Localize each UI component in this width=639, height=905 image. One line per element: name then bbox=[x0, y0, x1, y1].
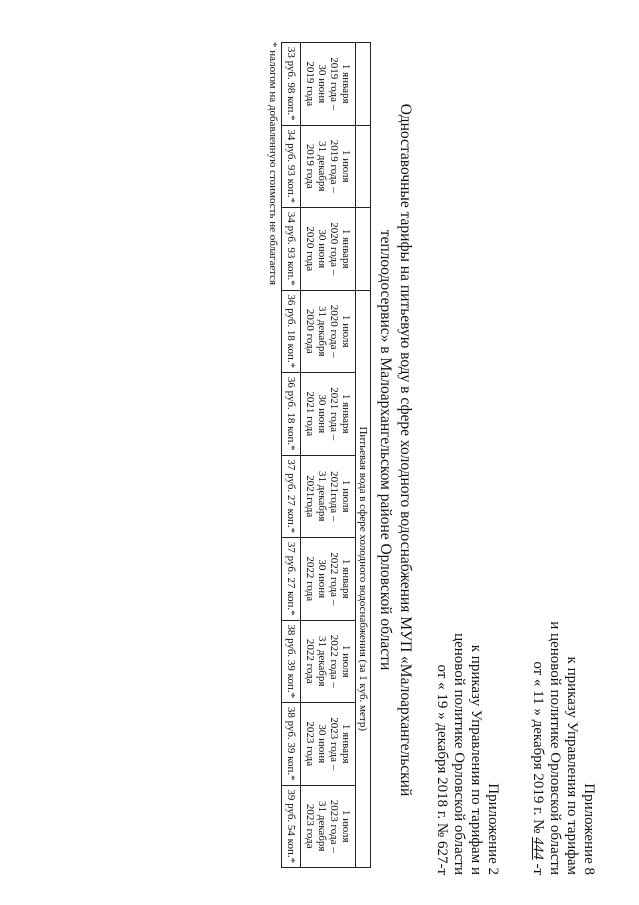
period-text: 2019 года bbox=[304, 143, 316, 189]
table-period-cell bbox=[301, 43, 356, 126]
document-title bbox=[375, 60, 415, 840]
period-text: 1 января bbox=[340, 63, 352, 104]
period-text: 2019 года bbox=[304, 61, 316, 107]
table-empty-head bbox=[356, 208, 371, 291]
table-period-cell bbox=[301, 125, 356, 208]
period-text: 2023 года – bbox=[328, 799, 340, 853]
period-text: 2020 года bbox=[304, 308, 316, 354]
period-text: 30 июня bbox=[316, 559, 328, 599]
appendix-8-suffix: -т bbox=[530, 863, 546, 875]
period-text: 2020 года – bbox=[328, 304, 340, 358]
table-period-cell bbox=[301, 455, 356, 538]
table-value-cell: 37 руб. 27 коп.* bbox=[282, 455, 301, 538]
period-text: 2021 года bbox=[304, 391, 316, 437]
period-text: 31 декабря bbox=[316, 801, 328, 852]
table-value-cell: 33 руб. 98 коп.* bbox=[282, 43, 301, 126]
table-value-cell: 38 руб. 39 коп.* bbox=[282, 703, 301, 786]
period-text: 31 декабря bbox=[316, 471, 328, 522]
table-period-row bbox=[301, 43, 356, 868]
period-text: 1 июля bbox=[340, 809, 352, 843]
table-period-cell bbox=[301, 785, 356, 868]
tariff-table bbox=[281, 42, 371, 868]
table-period-cell bbox=[301, 703, 356, 786]
period-text: 1 июля bbox=[340, 149, 352, 183]
period-text: 2020 года bbox=[304, 226, 316, 272]
period-text: 2023 года bbox=[304, 803, 316, 849]
period-text: 2023 года bbox=[304, 721, 316, 767]
period-text: 1 января bbox=[340, 558, 352, 599]
appendix-8-header bbox=[529, 355, 597, 875]
period-text: 2021 года – bbox=[328, 387, 340, 441]
period-text: 2023 года – bbox=[328, 717, 340, 771]
footnote: * налогом на добавленную стоимость не облагается bbox=[267, 42, 279, 286]
period-text: 1 января bbox=[340, 723, 352, 764]
appendix-8-date: от « 11 » декабря 2019 г. № bbox=[530, 661, 546, 834]
period-text: 2022 года bbox=[304, 638, 316, 684]
period-text: 2022 года – bbox=[328, 634, 340, 688]
appendix-2-line: ценовой политике Орловской области bbox=[451, 633, 467, 875]
appendix-2-line: к приказу Управления по тарифам и bbox=[468, 644, 484, 875]
table-value-cell: 37 руб. 27 коп.* bbox=[282, 538, 301, 621]
table-period-cell bbox=[301, 620, 356, 703]
table-value-cell: 36 руб. 18 коп.* bbox=[282, 373, 301, 456]
period-text: 30 июня bbox=[316, 394, 328, 434]
period-text: 2022 года – bbox=[328, 552, 340, 606]
period-text: 2021года bbox=[304, 475, 316, 518]
table-value-cell: 36 руб. 18 коп.* bbox=[282, 290, 301, 373]
period-text: 31 декабря bbox=[316, 306, 328, 357]
period-text: 31 декабря bbox=[316, 636, 328, 687]
period-text: 1 января bbox=[340, 228, 352, 269]
period-text: 30 июня bbox=[316, 229, 328, 269]
table-value-cell: 34 руб. 93 коп.* bbox=[282, 125, 301, 208]
order-number-handwritten: 444 bbox=[530, 837, 546, 860]
period-text: 2019 года – bbox=[328, 57, 340, 111]
appendix-8-date-line bbox=[529, 355, 546, 875]
period-text: 31 декабря bbox=[316, 141, 328, 192]
appendix-2-title: Приложение 2 bbox=[485, 783, 501, 875]
period-text: 2022 года bbox=[304, 556, 316, 602]
table-value-cell: 34 руб. 93 коп.* bbox=[282, 208, 301, 291]
period-text: 1 июля bbox=[340, 479, 352, 513]
period-text: 2021года – bbox=[328, 471, 340, 522]
table-group-header-row bbox=[356, 43, 371, 868]
period-text: 1 января bbox=[340, 393, 352, 434]
appendix-8-line: к приказу Управления по тарифам bbox=[564, 656, 580, 875]
title-line: Одноставочные тарифы на питьевую воду в сфере холодного водоснабжения МУП «Малоархангельский bbox=[397, 103, 414, 797]
table-values-row bbox=[282, 43, 301, 868]
table-period-cell bbox=[301, 538, 356, 621]
table-group-header: Питьевая вода в сфере холодного водоснабжения (за 1 куб. метр) bbox=[356, 290, 371, 868]
period-text: 1 июля bbox=[340, 644, 352, 678]
period-text: 2019 года – bbox=[328, 139, 340, 193]
period-text: 2020 года – bbox=[328, 222, 340, 276]
appendix-8-title: Приложение 8 bbox=[581, 783, 597, 875]
table-empty-head bbox=[356, 125, 371, 208]
appendix-2-header bbox=[433, 355, 501, 875]
table-value-cell: 38 руб. 39 коп.* bbox=[282, 620, 301, 703]
table-period-cell bbox=[301, 290, 356, 373]
table-empty-head bbox=[356, 43, 371, 126]
table-value-cell: 39 руб. 54 коп.* bbox=[282, 785, 301, 868]
period-text: 30 июня bbox=[316, 64, 328, 104]
title-line: теплоодосервис» в Малоархангельском районе Орловской области bbox=[377, 229, 394, 671]
appendix-8-line: и ценовой политике Орловской области bbox=[547, 621, 563, 875]
period-text: 30 июня bbox=[316, 724, 328, 764]
appendix-2-date: от « 19 » декабря 2018 г. № 627-т bbox=[434, 664, 450, 875]
table-period-cell bbox=[301, 208, 356, 291]
table-period-cell bbox=[301, 373, 356, 456]
period-text: 1 июля bbox=[340, 314, 352, 348]
